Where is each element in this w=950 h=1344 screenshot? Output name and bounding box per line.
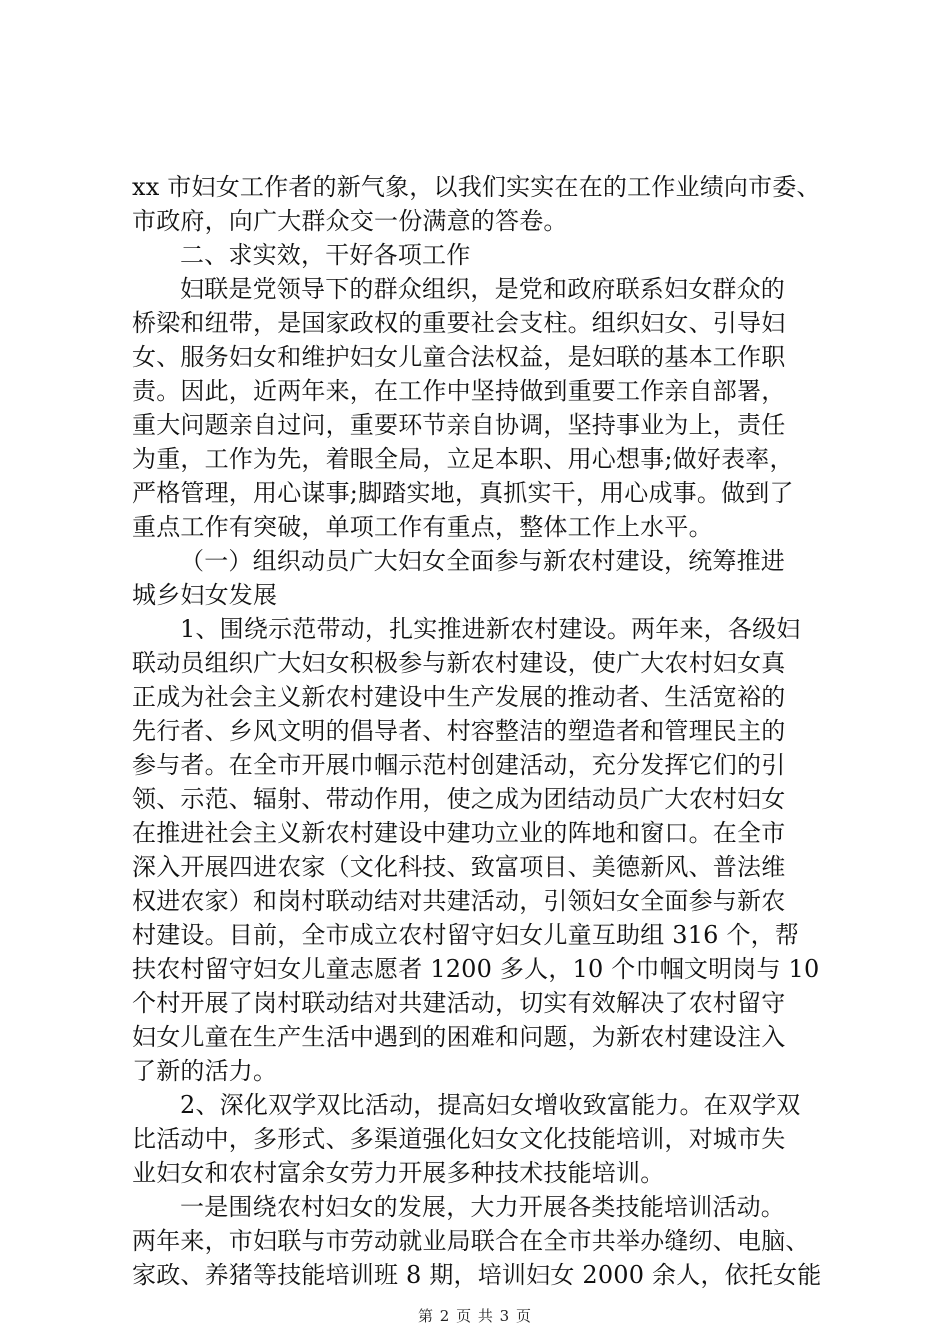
text-line: 责。因此，近两年来，在工作中坚持做到重要工作亲自部署，	[132, 377, 786, 405]
text-line: 妇女儿童在生产生活中遇到的困难和问题，为新农村建设注入	[132, 1023, 786, 1051]
text-line: 权进农家）和岗村联动结对共建活动，引领妇女全面参与新农	[132, 887, 786, 915]
text-line: 桥梁和纽带，是国家政权的重要社会支柱。组织妇女、引导妇	[132, 309, 786, 337]
text-line: 领、示范、辐射、带动作用，使之成为团结动员广大农村妇女	[132, 785, 786, 813]
text-line: 市政府，向广大群众交一份满意的答卷。	[132, 207, 568, 235]
text-line: 先行者、乡风文明的倡导者、村容整洁的塑造者和管理民主的	[132, 717, 786, 745]
text-line: 了新的活力。	[132, 1057, 278, 1085]
text-line: 两年来，市妇联与市劳动就业局联合在全市共举办缝纫、电脑、	[132, 1227, 810, 1255]
text-line: 2、深化双学双比活动，提高妇女增收致富能力。在双学双	[180, 1091, 801, 1119]
section-heading: 二、求实效，干好各项工作	[180, 241, 471, 269]
text-line: 1、围绕示范带动，扎实推进新农村建设。两年来，各级妇	[180, 615, 801, 643]
text-line: 严格管理，用心谋事;脚踏实地，真抓实干，用心成事。做到了	[132, 479, 794, 507]
text-line: 重点工作有突破，单项工作有重点，整体工作上水平。	[132, 513, 713, 541]
text-line: 联动员组织广大妇女积极参与新农村建设，使广大农村妇女真	[132, 649, 786, 677]
subsection-heading: 城乡妇女发展	[132, 581, 278, 609]
text-line: 村建设。目前，全市成立农村留守妇女儿童互助组 316 个，帮	[132, 921, 800, 949]
text-line: 在推进社会主义新农村建设中建功立业的阵地和窗口。在全市	[132, 819, 786, 847]
text-line: 扶农村留守妇女儿童志愿者 1200 多人，10 个巾帼文明岗与 10	[132, 955, 820, 983]
text-line: 参与者。在全市开展巾帼示范村创建活动，充分发挥它们的引	[132, 751, 786, 779]
text-line: xx 市妇女工作者的新气象，以我们实实在在的工作业绩向市委、	[132, 173, 821, 201]
text-line: 一是围绕农村妇女的发展，大力开展各类技能培训活动。	[180, 1193, 785, 1221]
text-line: 女、服务妇女和维护妇女儿童合法权益，是妇联的基本工作职	[132, 343, 786, 371]
text-line: 正成为社会主义新农村建设中生产发展的推动者、生活宽裕的	[132, 683, 786, 711]
subsection-heading: （一）组织动员广大妇女全面参与新农村建设，统筹推进	[180, 547, 785, 575]
text-line: 为重，工作为先，着眼全局，立足本职、用心想事;做好表率，	[132, 445, 794, 473]
page-number-footer: 第 2 页 共 3 页	[418, 1307, 532, 1325]
text-line: 深入开展四进农家（文化科技、致富项目、美德新风、普法维	[132, 853, 786, 881]
text-line: 业妇女和农村富余女劳力开展多种技术技能培训。	[132, 1159, 665, 1187]
text-line: 个村开展了岗村联动结对共建活动，切实有效解决了农村留守	[132, 989, 786, 1017]
text-line: 家政、养猪等技能培训班 8 期，培训妇女 2000 余人，依托女能	[132, 1261, 822, 1289]
text-line: 妇联是党领导下的群众组织，是党和政府联系妇女群众的	[180, 275, 785, 303]
text-line: 比活动中，多形式、多渠道强化妇女文化技能培训，对城市失	[132, 1125, 786, 1153]
text-line: 重大问题亲自过问，重要环节亲自协调，坚持事业为上，责任	[132, 411, 786, 439]
